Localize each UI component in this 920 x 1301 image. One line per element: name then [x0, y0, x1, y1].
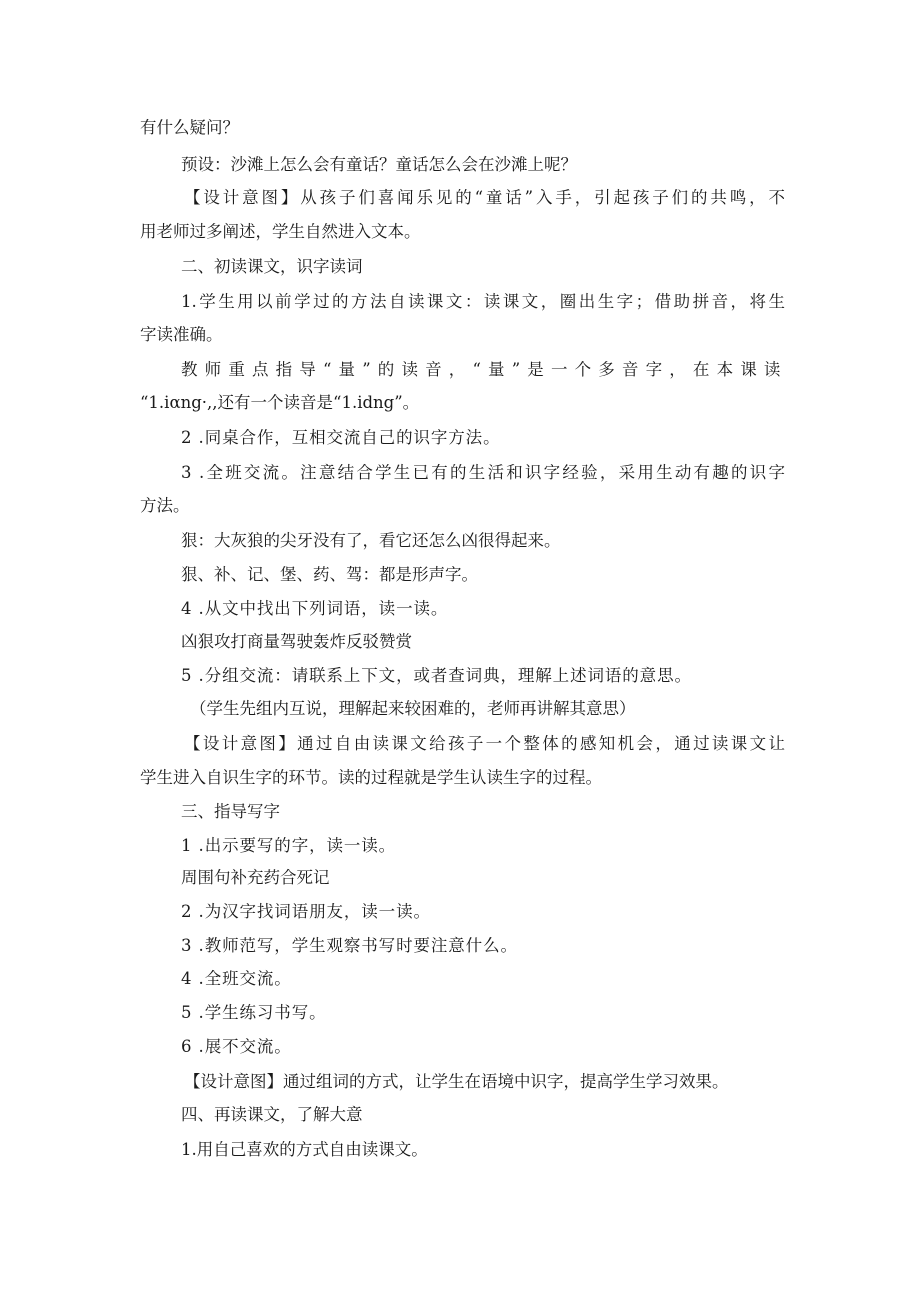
section-heading: 四、再读课文，了解大意	[181, 1105, 363, 1124]
list-item: 4 .全班交流。	[181, 969, 292, 988]
list-item: 1.用自己喜欢的方式自由读课文。	[181, 1140, 428, 1159]
section-heading: 三、指导写字	[181, 802, 280, 821]
text-line: 狠、补、记、堡、药、驾：都是形声字。	[181, 565, 478, 584]
list-item: 2 .同桌合作，互相交流自己的识字方法。	[181, 428, 501, 447]
list-item: 5 .分组交流：请联系上下文，或者查词典，理解上述词语的意思。	[181, 666, 692, 685]
section-heading: 二、初读课文，识字读词	[181, 257, 363, 276]
list-item: 5 .学生练习书写。	[181, 1003, 327, 1022]
design-intent-line: 【设计意图】从孩子们喜闻乐见的“童话”入手，引起孩子们的共鸣，不	[184, 188, 785, 207]
design-intent-line: 【设计意图】通过组词的方式，让学生在语境中识字，提高学生学习效果。	[184, 1072, 729, 1091]
text-line: 用老师过多阐述，学生自然进入文本。	[140, 222, 421, 241]
text-line: 预设：沙滩上怎么会有童话？童话怎么会在沙滩上呢？	[181, 155, 577, 174]
text-line: 学生进入自识生字的环节。读的过程就是学生认读生字的过程。	[140, 768, 602, 787]
text-line: 教师重点指导“量”的读音，“量”是一个多音字，在本课读	[181, 360, 785, 379]
word-list: 周围句补充药合死记	[181, 868, 330, 887]
note-line: （学生先组内互说，理解起来较困难的，老师再讲解其意思）	[190, 699, 636, 718]
list-item: 3 .教师范写，学生观察书写时要注意什么。	[181, 936, 518, 955]
text-line: 字读准确。	[140, 325, 223, 344]
list-item: 6 .展不交流。	[181, 1037, 292, 1056]
word-list: 凶狠攻打商量驾驶轰炸反驳赞赏	[181, 632, 412, 651]
text-line: 方法。	[140, 496, 190, 515]
text-line: 狠：大灰狼的尖牙没有了，看它还怎么凶很得起来。	[181, 531, 561, 550]
text-line: 1.学生用以前学过的方法自读课文：读课文，圈出生字；借助拼音，将生	[181, 292, 785, 311]
pinyin-line: “1.iαng·,,还有一个读音是“1.idng”。	[140, 393, 420, 412]
list-item: 2 .为汉字找词语朋友，读一读。	[181, 902, 431, 921]
list-item: 4 .从文中找出下列词语，读一读。	[181, 599, 449, 618]
list-item: 3 .全班交流。注意结合学生已有的生活和识字经验，采用生动有趣的识字	[181, 463, 785, 482]
text-line: 有什么疑问？	[140, 118, 239, 137]
list-item: 1 .出示要写的字，读一读。	[181, 836, 397, 855]
design-intent-line: 【设计意图】通过自由读课文给孩子一个整体的感知机会，通过读课文让	[184, 734, 785, 753]
